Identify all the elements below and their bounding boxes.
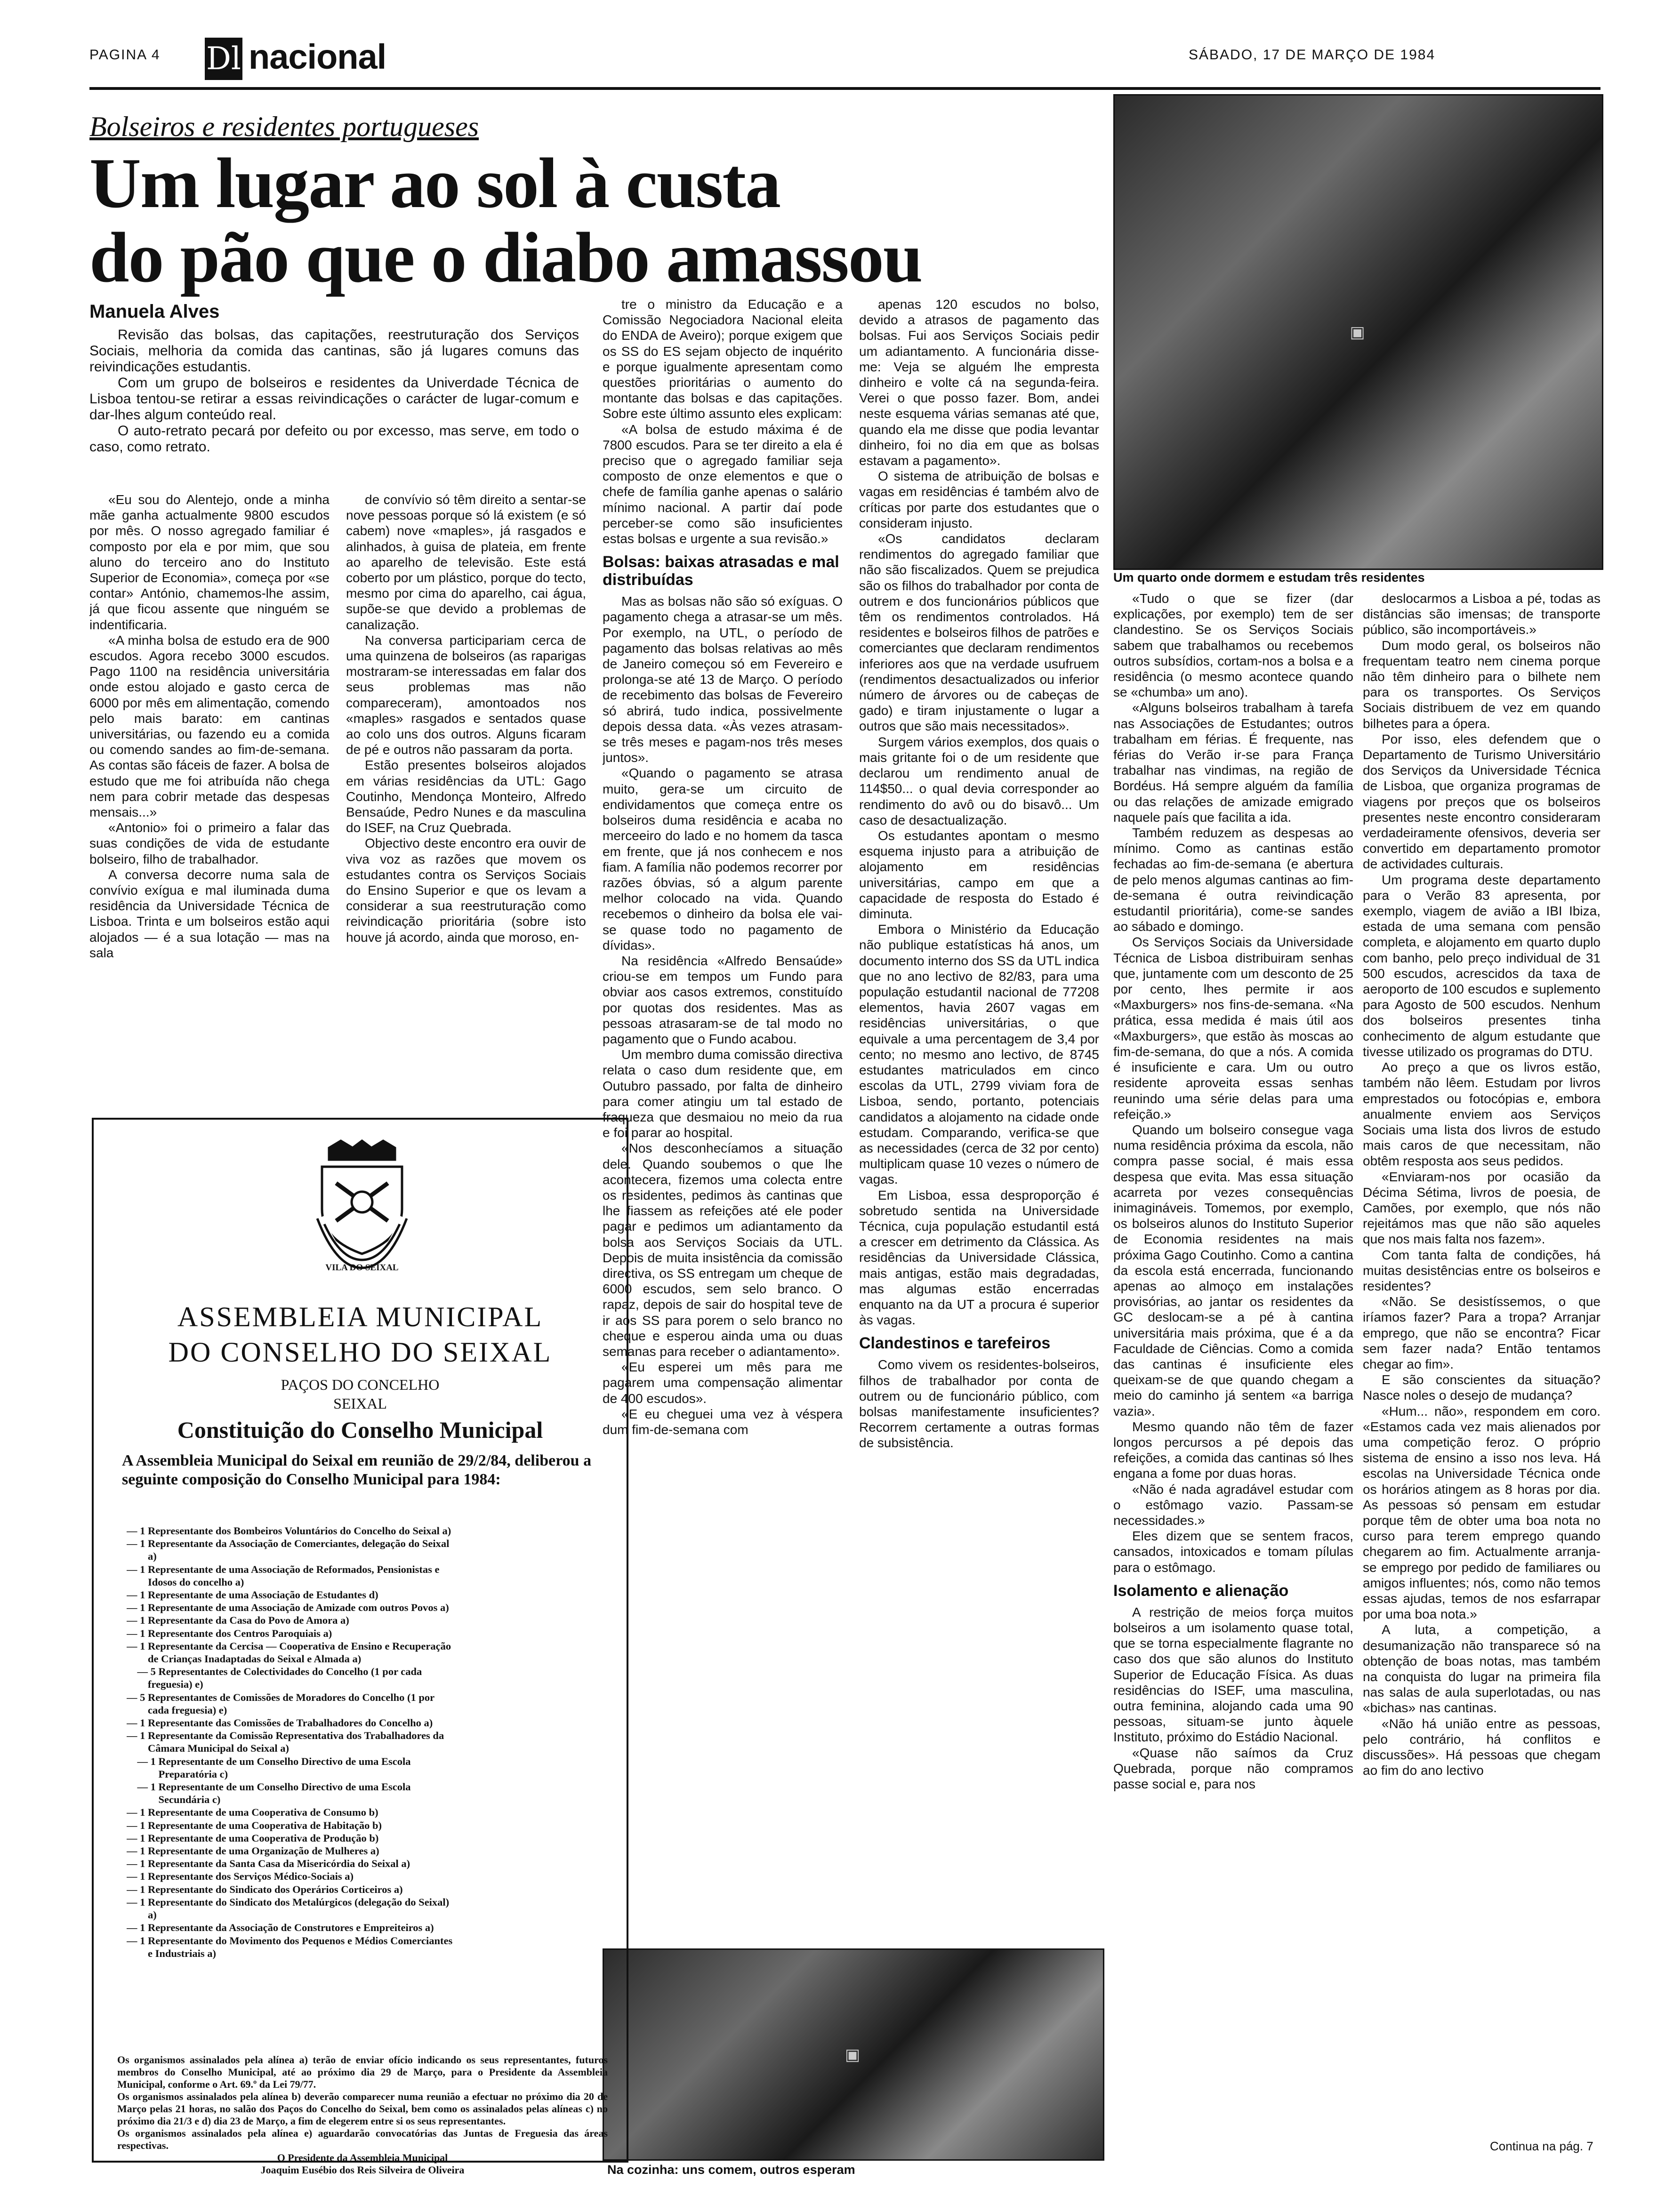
body-paragraph: apenas 120 escudos no bolso, devido a atrasos de pagamento das bolsas. Fui aos Serviços Sociais pedir um adiantamento. A funcionária disse-me: Veja se alguém lhe empresta dinheiro e volte cá na segunda-feira. Verei o que posso fazer. Bom, andei neste esquema várias semanas até que, quando ela me disse que podia levantar dinheiro, foi no dia em que as bolsas estavam a pagamento». [859, 297, 1099, 468]
body-paragraph: Um membro duma comissão directiva relata o caso dum residente que, em Outubro passado, por falta de dinheiro para comer atingiu um tal estado de fraqueza que desmaiou no meio da rua e foi parar ao hospital. [603, 1047, 843, 1140]
body-paragraph: Na conversa participariam cerca de uma quinzena de bolseiros (as raparigas mostraram-se interessadas em falar dos seus problemas mas não compareceram), amontoados nos «maples» rasgados e sentados quase ao colo uns dos outros. Alguns ficaram de pé e outros não passaram da porta. [346, 633, 586, 757]
body-paragraph: Com tanta falta de condições, há muitas desistências entre os bolseiros e residentes? [1363, 1247, 1601, 1293]
body-paragraph: Os estudantes apontam o mesmo esquema injusto para a atribuição de alojamento em residências universitárias, campo em que a capacidade de resposta do Estado é diminuta. [859, 828, 1099, 921]
body-paragraph: Como vivem os residentes-bolseiros, filhos de trabalhador por conta de outrem ou de funcionário público, com bolsas manifestamente insuficientes? Recorrem certamente a outras formas de subsistência. [859, 1357, 1099, 1451]
subheading-isolamento: Isolamento e alienação [1113, 1581, 1289, 1600]
notice-signatory-title: O Presidente da Assembleia Municipal [277, 2152, 448, 2164]
body-paragraph: «Tudo o que se fizer (dar explicações, por exemplo) tem de ser clandestino. Se os Serviços Sociais sabem que trabalhamos ou recebemos outros subsídios, cortam-nos a bolsa e a residência (o mesmo acontece quando se «chumba» um ano). [1113, 591, 1353, 700]
notice-list-item: a) [127, 1909, 157, 1921]
body-paragraph: A luta, a competição, a desumanização não transparece só na obtenção de boas notas, mas também na conquista do lugar na primeira fila nas salas de aula superlotadas, ou nas «bichas» nas cantinas. [1363, 1622, 1601, 1715]
body-paragraph: Surgem vários exemplos, dos quais o mais gritante foi o de um residente que declarou um rendimento anual de 114$50... o qual devia corresponder ao rendimento do avô ou do bisavô... Um caso de desactualização. [859, 734, 1099, 827]
body-paragraph: «A bolsa de estudo máxima é de 7800 escudos. Para se ter direito a ela é preciso que o agregado familiar seja composto de onze elementos e que o chefe de família ganhe apenas o salário mínimo nacional. A partir daí pode perceber-se como são insuficientes estas bolsas e urgente a sua revisão.» [603, 422, 843, 546]
body-paragraph: «Os candidatos declaram rendimentos do agregado familiar que não são fiscalizados. Quem se prejudica são os filhos do trabalhador por conta de outrem e dos funcionários públicos que têm os rendimentos controlados. Há residentes e bolseiros filhos de patrões e comerciantes que declaram rendimentos inferiores aos que na verdade usufruem (rendimentos desactualizados ou inferior número de árvores ou de cabeças de gado) e tiram injustamente o lugar a outros que são mais necessitados». [859, 531, 1099, 734]
notice-footer-paragraph: Os organismos assinalados pela alínea a) terão de enviar ofício indicando os seus representantes, futuros membros do Conselho Municipal, até ao próximo dia 29 de Março, para o Presidente da Assembleia Municipal, conforme o Art. 69.º da Lei 79/77. [117, 2054, 608, 2090]
lead-paragraph: Revisão das bolsas, das capitações, reestruturação dos Serviços Sociais, melhoria da comida das cantinas, são já lugares comuns das reivindicações estudantis. [89, 327, 579, 375]
article-column-6 [1363, 591, 1601, 2130]
notice-list-item: — 1 Representante de uma Cooperativa de Produção b) [127, 1832, 379, 1844]
photo-caption-kitchen: Na cozinha: uns comem, outros esperam [607, 2163, 855, 2177]
notice-list-item: — 1 Representante da Comissão Representativa dos Trabalhadores da [127, 1730, 444, 1742]
notice-list-item: — 1 Representante dos Centros Paroquiais a) [127, 1627, 332, 1639]
notice-list-item: a) [127, 1550, 157, 1563]
municipal-notice [92, 1118, 628, 2176]
body-paragraph: Estão presentes bolseiros alojados em várias residências da UTL: Gago Coutinho, Mendonça Monteiro, Alfredo Bensaúde, Pedro Nunes e da masculina do ISEF, na Cruz Quebrada. [346, 758, 586, 835]
seixal-coat-of-arms-icon [308, 1138, 416, 1275]
notice-title-1: ASSEMBLEIA MUNICIPAL [177, 1301, 543, 1332]
notice-list-item: de Crianças Inadaptadas do Seixal e Almada a) [127, 1653, 362, 1665]
page-date: SÁBADO, 17 DE MARÇO DE 1984 [1189, 47, 1436, 63]
notice-list-item: Secundária c) [127, 1794, 221, 1806]
body-paragraph: Dum modo geral, os bolseiros não frequentam teatro nem cinema porque não têm dinheiro para o bilhete nem para os transportes. Os Serviços Sociais distribuem de vez em quando bilhetes para a ópera. [1363, 638, 1601, 731]
body-paragraph: Ao preço a que os livros estão, também não lêem. Estudam por livros emprestados ou fotocópias e, embora anualmente enviem aos Serviços Sociais uma lista dos livros de estudo mais caros de que necessitam, não obtêm resposta aos seus pedidos. [1363, 1060, 1601, 1169]
notice-signatory-name: Joaquim Eusébio dos Reis Silveira de Oliveira [260, 2164, 465, 2176]
page-number: PAGINA 4 [89, 47, 161, 63]
notice-list-item: — 1 Representante dos Serviços Médico-Sociais a) [127, 1870, 354, 1883]
body-paragraph: «Eu esperei um mês para me pagarem uma compensação alimentar de 400 escudos». [603, 1360, 843, 1406]
notice-subtitle-1: PAÇOS DO CONCELHO [281, 1376, 440, 1393]
headline-line-2: do pão que o diabo amassou [89, 218, 922, 297]
notice-list-item: cada freguesia) e) [127, 1704, 227, 1716]
notice-intro: A Assembleia Municipal do Seixal em reunião de 29/2/84, deliberou a seguinte composição do Conselho Municipal para 1984: [122, 1452, 592, 1488]
body-paragraph: deslocarmos a Lisboa a pé, todas as distâncias são imensas; de transporte público, são incomportáveis.» [1363, 591, 1601, 637]
body-paragraph: Também reduzem as despesas ao mínimo. Como as cantinas estão fechadas ao fim-de-semana (e abertura de pelo menos algumas cantinas ao fim-de-semana é outra reivindicação estudantil prioritária), come-se sandes ao sábado e domingo. [1113, 825, 1353, 934]
headline-line-1: Um lugar ao sol à custa [89, 144, 780, 223]
article-lead [89, 327, 579, 455]
body-paragraph: A restrição de meios força muitos bolseiros a um isolamento quase total, que se torna especialmente flagrante no caso dos que são alunos do Instituto Superior de Educação Física. As duas residências do ISEF, uma masculina, outra feminina, alojando cada uma 90 pessoas, situam-se junto àquele Instituto, próximo do Estádio Nacional. [1113, 1604, 1353, 1745]
notice-list-item: — 1 Representante da Santa Casa da Misericórdia do Seixal a) [127, 1858, 410, 1870]
body-paragraph: A conversa decorre numa sala de convívio exígua e mal iluminada duma residência da Universidade Técnica de Lisboa. Trinta e um bolseiros estão aqui alojados — é a sua lotação — mas na sala [89, 867, 330, 960]
notice-list-item: — 1 Representante de uma Cooperativa de Habitação b) [127, 1819, 382, 1831]
body-paragraph: «Não. Se desistíssemos, o que iríamos fazer? Para a tropa? Arranjar emprego, que não se encontra? Ficar sem fazer nada? Então tentamos chegar ao fim». [1363, 1294, 1601, 1371]
notice-footer-paragraph: Os organismos assinalados pela alínea b) deverão comparecer numa reunião a efectuar no próximo dia 20 de Março pelas 21 horas, no salão dos Paços do Concelho do Seixal, bem como os assinalados pelas alíneas c) no próximo dia 21/3 e d) dia 23 de Março, a fim de elegerem entre si os seus representantes. [117, 2091, 608, 2127]
notice-list-item: Idosos do concelho a) [127, 1576, 244, 1588]
notice-title-2: DO CONSELHO DO SEIXAL [168, 1337, 552, 1368]
notice-list-item: — 1 Representante da Casa do Povo de Amora a) [127, 1614, 349, 1627]
body-paragraph: «A minha bolsa de estudo era de 900 escudos. Agora recebo 3000 escudos. Pago 1100 na residência universitária onde estou alojado e gasto cerca de 6000 por mês em alimentação, comendo pelo mais barato: em cantinas universitárias, ou fazendo eu a comida ou comendo sandes ao fim-de-semana. As contas são fáceis de fazer. A bolsa de estudo que me foi atribuída não chega nem para cobrir metade das despesas mensais...» [89, 633, 330, 820]
body-paragraph: Eles dizem que se sentem fracos, cansados, intoxicados e tomam pílulas para o estômago. [1113, 1529, 1353, 1575]
newspaper-logo: Dl [205, 38, 242, 80]
article-column-5 [1113, 591, 1353, 2158]
body-paragraph: «Alguns bolseiros trabalham à tarefa nas Associações de Estudantes; outros trabalham em férias. É frequente, nas férias do Verão ir-se para França trabalhar nas vindimas, na região de Bordéus. Há sempre alguém da família ou das relações de amizade emigrado naquele país que facilita a ida. [1113, 700, 1353, 825]
body-paragraph: de convívio só têm direito a sentar-se nove pessoas porque só lá existem (e só cabem) nove «maples», já rasgados e alinhados, à guisa de plateia, em frente ao aparelho de televisão. Este está coberto por um plástico, porque do tecto, mesmo por cima do aparelho, cai água, supõe-se que devido a problemas de canalização. [346, 492, 586, 632]
article-column-1 [89, 492, 330, 1068]
article-byline: Manuela Alves [89, 301, 220, 322]
seal-inscription: VILA DO SEIXAL [325, 1263, 399, 1273]
body-paragraph: Por isso, eles defendem que o Departamento de Turismo Universitário dos Serviços da Universidade Técnica de Lisboa, que organiza programas de viagens por preços que os bolseiros presentes neste encontro consideraram verdadeiramente ofensivos, deveria ser convertido em departamento promotor de actividades culturais. [1363, 731, 1601, 872]
body-paragraph: «Não há união entre as pessoas, pelo contrário, há conflitos e discussões». Há pessoas que chegam ao fim do ano lectivo [1363, 1716, 1601, 1778]
article-headline [89, 146, 937, 295]
continues-note: Continua na pág. 7 [1490, 2139, 1593, 2153]
notice-list-item: — 1 Representante do Sindicato dos Metalúrgicos (delegação do Seixal) [127, 1896, 450, 1908]
notice-list-item: — 5 Representantes de Colectividades do Concelho (1 por cada [127, 1666, 422, 1678]
notice-subtitle-2: SEIXAL [333, 1395, 387, 1412]
section-title: nacional [249, 37, 386, 76]
notice-list-item: — 1 Representante do Sindicato dos Operários Corticeiros a) [127, 1883, 403, 1895]
body-paragraph: «Antonio» foi o primeiro a falar das suas condições de vida de estudante bolseiro, filho de trabalhador. [89, 820, 330, 866]
notice-footer [117, 2054, 608, 2176]
body-paragraph: «Quando o pagamento se atrasa muito, gera-se um circuito de endividamentos que começa entre os bolseiros duma residência e acaba no merceeiro do lado e no homem da tasca em frente, que já nos conhecem e nos fiam. A família não podemos recorrer por razões óbvias, só a algum parente melhor colocado na vida. Quando recebemos o dinheiro da bolsa ele vai-se quase todo no pagamento de dívidas». [603, 766, 843, 953]
notice-list-item: — 1 Representante dos Bombeiros Voluntários do Concelho do Seixal a) [127, 1525, 451, 1537]
notice-list-item: — 1 Representante de uma Associação de Amizade com outros Povos a) [127, 1602, 449, 1614]
body-paragraph: Embora o Ministério da Educação não publique estatísticas há anos, um documento interno dos SS da UTL indica que no ano lectivo de 82/83, para uma população estudantil nacional de 77208 elementos, havia 2607 vagas em residências universitárias, o que equivale a uma percentagem de 3,4 por cento; no mesmo ano lectivo, de 8745 estudantes matriculados em cinco escolas da UTL, 2799 viviam fora de Lisboa, sendo, portanto, potenciais candidatos a alojamento na cidade onde estudam. Comparando, verifica-se que as necessidades (cerca de 32 por cento) multiplicam quase 10 vezes o número de vagas. [859, 922, 1099, 1187]
body-paragraph: «Enviaram-nos por ocasião da Décima Sétima, livros de poesia, de Camões, por exemplo, que nós não rejeitámos mas que não são aqueles que nos mais falta nos fazem». [1363, 1169, 1601, 1247]
lead-paragraph: Com um grupo de bolseiros e residentes da Univerdade Técnica de Lisboa tentou-se retirar a essas reivindicações o carácter de lugar-comum e dar-lhes algum conteúdo real. [89, 375, 579, 423]
notice-list-item: — 1 Representante da Associação de Comerciantes, delegação do Seixal [127, 1538, 450, 1550]
notice-heading: Constituição do Conselho Municipal [177, 1417, 543, 1443]
notice-list-item: Preparatória c) [127, 1768, 228, 1780]
notice-list-item: — 1 Representante de um Conselho Directivo de uma Escola [127, 1781, 411, 1793]
body-paragraph: «Eu sou do Alentejo, onde a minha mãe ganha actualmente 9800 escudos por mês. O nosso agregado familiar é composto por ela e por mim, que sou aluno do terceiro ano do Instituto Superior de Economia», começa por «se contar» António, chamemos-lhe assim, já que ficou assente que ninguém se indentificaria. [89, 492, 330, 632]
photo-students-room: ▣ [1113, 94, 1603, 570]
body-paragraph: Objectivo deste encontro era ouvir de viva voz as razões que movem os estudantes contra os Serviços Sociais do Ensino Superior e que os levam a considerar a sua reestruturação como reivindicação prioritária (sobre isto houve já acordo, ainda que moroso, en- [346, 836, 586, 945]
body-paragraph: E são conscientes da situação? Nasce noles o desejo de mudança? [1363, 1372, 1601, 1403]
article-kicker: Bolseiros e residentes portugueses [89, 111, 479, 142]
subheading-clandestinos: Clandestinos e tarefeiros [859, 1334, 1051, 1353]
body-paragraph: «Hum... não», respondem em coro. «Estamos cada vez mais alienados por uma competição feroz. O próprio sistema de ensino a isso nos leva. Há escolas na Universidade Técnica onde os horários atingem as 8 horas por dia. As pessoas só pensam em estudar porque têm de obter uma boa nota no curso para terem emprego quando chegarem ao fim. Actualmente arranja-se emprego por pedido de familiares ou amigos influentes; nós, como não temos essas ajudas, temos de nos esfarrapar por uma boa nota.» [1363, 1403, 1601, 1622]
notice-list [127, 1524, 612, 1960]
notice-list-item: — 5 Representantes de Comissões de Moradores do Concelho (1 por [127, 1691, 435, 1703]
body-paragraph: O sistema de atribuição de bolsas e vagas em residências é também alvo de críticas por parte dos estudantes que o consideram injusto. [859, 469, 1099, 530]
photo-kitchen: ▣ [603, 1948, 1104, 2161]
subheading-bolsas: Bolsas: baixas atrasadas e mal distribuídas [603, 553, 839, 589]
body-paragraph: Mas as bolsas não são só exíguas. O pagamento chega a atrasar-se um mês. Por exemplo, na UTL, o período de pagamento das bolsas relativas ao mês de Janeiro começou só em Fevereiro e prolonga-se até 13 de Março. O período de recebimento das bolsas de Fevereiro só abrirá, tudo indica, possivelmente depois dessa data. «Às vezes atrasam-se três meses e pagam-nos três meses juntos». [603, 594, 843, 765]
notice-list-item: — 1 Representante de uma Associação de Estudantes d) [127, 1589, 378, 1601]
notice-list-item: — 1 Representante de um Conselho Directivo de uma Escola [127, 1755, 411, 1767]
body-paragraph: tre o ministro da Educação e a Comissão Negociadora Nacional eleita do ENDA de Aveiro); porque exigem que os SS do ES sejam objecto de inquérito e porque igualmente apresentam como questões prioritárias o aumento do montante das bolsas e das capitações. Sobre este último assunto eles explicam: [603, 297, 843, 421]
notice-list-item: — 1 Representante do Movimento dos Pequenos e Médios Comerciantes [127, 1934, 453, 1947]
body-paragraph: «E eu cheguei uma vez à véspera dum fim-de-semana com [603, 1406, 843, 1437]
body-paragraph: Os Serviços Sociais da Universidade Técnica de Lisboa distribuiram senhas que, juntamente com um desconto de 25 por cento, lhes permite ir aos «Maxburgers» nos fins-de-semana. «Na prática, essa medida é mais útil aos «Maxburgers», que estão às moscas ao fim-de-semana, do que a nós. A comida é insuficiente e cara. Um ou outro residente aproveita essas senhas reunindo uma série delas para uma refeição.» [1113, 935, 1353, 1122]
body-paragraph: Um programa deste departamento para o Verão 83 apresenta, por exemplo, viagem de avião a IBI Ibiza, estada de uma semana com pensão completa, e alojamento em quarto duplo com banho, pelo preço individual de 31 500 escudos, acrescidos da taxa de aeroporto de 100 escudos e suplemento para Agosto de 500 escudos. Nenhum dos bolseiros presentes tinha conhecimento de algum estudante que tivesse utilizado os programas do DTU. [1363, 872, 1601, 1059]
body-paragraph: Em Lisboa, essa desproporção é sobretudo sentida na Universidade Técnica, cuja população estudantil está a crescer em detrimento da Clássica. As residências da Universidade Clássica, mais antigas, estão mais degradadas, mas algumas estão encerradas enquanto na da UT a procura é superior às vagas. [859, 1187, 1099, 1328]
body-paragraph: Quando um bolseiro consegue vaga numa residência próxima da escola, não compra passe social, é mais essa despesa que evita. Mas essa situação acarreta por vezes consequências inimagináveis. Tomemos, por exemplo, os bolseiros alunos do Instituto Superior de Economia residentes na mais próxima Gago Coutinho. Como a cantina da escola está encerrada, funcionando apenas ao almoço em instalações provisórias, ao jantar os residentes da GC deslocam-se a pé à cantina universitária mais próxima, que é a da Faculdade de Ciências. Como a comida das cantinas é insuficiente eles queixam-se de que quando chegam a meio do caminho já sentem «a barriga vazia». [1113, 1122, 1353, 1419]
photo-caption-room: Um quarto onde dormem e estudam três residentes [1113, 570, 1425, 585]
body-paragraph: «Nos desconhecíamos a situação dele. Quando soubemos o que lhe acontecera, fizemos uma colecta entre os residentes, pedimos às cantinas que lhe fiassem as refeições até ele poder pagar e pedimos um adiantamento da bolsa aos Serviços Sociais da UTL. Depois de muita insistência da comissão directiva, os SS entregam um cheque de 6000 escudos, sem selo branco. O rapaz, depois de sair do hospital teve de ir aos SS para porem o selo branco no cheque e esperou ainda uma ou duas semanas para receber o adiantamento». [603, 1141, 843, 1359]
body-paragraph: «Quase não saímos da Cruz Quebrada, porque não compramos passe social e, para nos [1113, 1745, 1353, 1792]
article-column-3 [603, 297, 843, 1939]
notice-list-item: — 1 Representante de uma Organização de Mulheres a) [127, 1845, 379, 1857]
notice-footer-paragraph: Os organismos assinalados pela alínea e) aguardarão convocatórias das Juntas de Freguesia das áreas respectivas. [117, 2127, 608, 2151]
article-column-4 [859, 297, 1099, 1939]
body-paragraph: Na residência «Alfredo Bensaúde» criou-se em tempos um Fundo para obviar aos casos extremos, constituído por quotas dos residentes. Mas as pessoas atrasaram-se de tal modo no pagamento que o Fundo acabou. [603, 953, 843, 1046]
header-rule [89, 87, 1601, 90]
notice-list-item: e Industriais a) [127, 1947, 217, 1959]
notice-list-item: freguesia) e) [127, 1678, 203, 1691]
body-paragraph: «Não é nada agradável estudar com o estômago vazio. Passam-se necessidades.» [1113, 1482, 1353, 1528]
notice-list-item: — 1 Representante das Comissões de Trabalhadores do Concelho a) [127, 1717, 433, 1729]
notice-list-item: — 1 Representante da Associação de Construtores e Empreiteiros a) [127, 1922, 434, 1934]
notice-list-item: — 1 Representante da Cercisa — Cooperativa de Ensino e Recuperação [127, 1640, 451, 1652]
body-paragraph: Mesmo quando não têm de fazer longos percursos a pé depois das refeições, a comida das cantinas só lhes engana a fome por duas horas. [1113, 1419, 1353, 1481]
notice-list-item: — 1 Representante de uma Cooperativa de Consumo b) [127, 1806, 378, 1819]
lead-paragraph: O auto-retrato pecará por defeito ou por excesso, mas serve, em todo o caso, como retrato. [89, 423, 579, 455]
article-column-2 [346, 492, 586, 1068]
notice-list-item: Câmara Municipal do Seixal a) [127, 1742, 290, 1755]
notice-list-item: — 1 Representante de uma Associação de Reformados, Pensionistas e [127, 1563, 440, 1575]
